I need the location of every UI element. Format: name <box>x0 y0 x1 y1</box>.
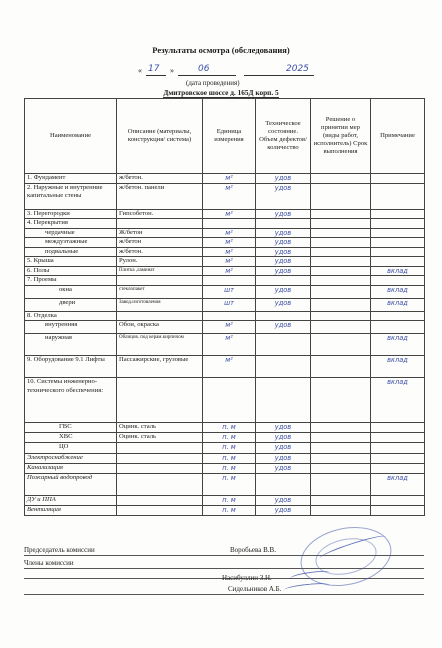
row-state: удов <box>256 464 311 474</box>
row-state: удов <box>256 496 311 506</box>
table-row <box>25 276 425 286</box>
row-decision <box>311 378 371 423</box>
row-description <box>117 378 203 423</box>
row-state: удов <box>256 443 311 454</box>
row-description <box>117 219 203 229</box>
table-row <box>25 433 425 443</box>
row-state: удов <box>256 321 311 334</box>
row-name: Пожарный водопровод <box>25 474 117 496</box>
table-row <box>25 209 425 219</box>
row-name: подвальные <box>25 247 117 257</box>
header-name: Наименование <box>25 99 117 174</box>
row-state: удов <box>256 454 311 464</box>
row-state <box>256 219 311 229</box>
row-unit: п. м <box>203 423 256 433</box>
row-name: ГВС <box>25 423 117 433</box>
row-unit: м² <box>203 356 256 378</box>
table-row <box>25 464 425 474</box>
row-decision <box>311 356 371 378</box>
row-unit: п. м <box>203 454 256 464</box>
row-note: вклад <box>371 266 425 276</box>
row-name: ДУ и ППА <box>25 496 117 506</box>
row-name: Вентиляция <box>25 506 117 516</box>
row-description <box>117 311 203 321</box>
row-description: Обои, окраска <box>117 321 203 334</box>
table-row <box>25 285 425 298</box>
row-state: удов <box>256 174 311 184</box>
row-unit: п. м <box>203 443 256 454</box>
row-state: удов <box>256 247 311 257</box>
date-day-underline <box>146 75 166 76</box>
row-unit: м² <box>203 174 256 184</box>
row-decision <box>311 496 371 506</box>
row-note <box>371 423 425 433</box>
row-decision <box>311 238 371 248</box>
table-row <box>25 454 425 464</box>
row-unit: м² <box>203 257 256 267</box>
row-name: 1. Фундамент <box>25 174 117 184</box>
chair-label: Председатель комиссии <box>24 546 95 554</box>
row-state <box>256 334 311 356</box>
row-description: стеклопакет <box>117 285 203 298</box>
row-unit: шт <box>203 285 256 298</box>
row-name: 5. Крыша <box>25 257 117 267</box>
row-note <box>371 454 425 464</box>
row-unit: шт <box>203 298 256 311</box>
row-note <box>371 496 425 506</box>
row-description: ж/бетон. <box>117 174 203 184</box>
row-unit: м² <box>203 247 256 257</box>
row-state: удов <box>256 183 311 209</box>
table-row <box>25 356 425 378</box>
row-decision <box>311 219 371 229</box>
table-row <box>25 506 425 516</box>
member-2-underline <box>24 594 424 595</box>
header-state: Техническое состояние. Объем дефектов/ количество <box>256 99 311 174</box>
row-description <box>117 474 203 496</box>
row-decision <box>311 334 371 356</box>
row-note <box>371 219 425 229</box>
address-text: Дмитровское шоссе д. 165Д корп. 5 <box>163 88 279 97</box>
row-description: Облицов. под керам.кирпичом <box>117 334 203 356</box>
row-decision <box>311 266 371 276</box>
row-state: удов <box>256 423 311 433</box>
row-name: 3. Перегородки <box>25 209 117 219</box>
row-description <box>117 443 203 454</box>
table-row <box>25 378 425 423</box>
row-name: ЦО <box>25 443 117 454</box>
table-row <box>25 423 425 433</box>
row-description <box>117 276 203 286</box>
table-row <box>25 183 425 209</box>
row-name: внутренняя <box>25 321 117 334</box>
row-name: 6. Полы <box>25 266 117 276</box>
row-note <box>371 464 425 474</box>
row-name: междуэтажные <box>25 238 117 248</box>
row-state: удов <box>256 285 311 298</box>
row-state <box>256 276 311 286</box>
row-state: удов <box>256 209 311 219</box>
row-state <box>256 311 311 321</box>
members-label: Члены комиссии <box>24 559 74 567</box>
row-decision <box>311 464 371 474</box>
row-note <box>371 433 425 443</box>
table-row <box>25 334 425 356</box>
row-description <box>117 464 203 474</box>
date-year: 2025 <box>286 64 309 74</box>
table-row <box>25 311 425 321</box>
row-unit: п. м <box>203 433 256 443</box>
row-description: Завод.изготовления <box>117 298 203 311</box>
header-description: Описание (материалы, конструкция/ система) <box>117 99 203 174</box>
row-state <box>256 356 311 378</box>
row-name: окна <box>25 285 117 298</box>
row-description: ж/бетон. <box>117 247 203 257</box>
row-name: наружная <box>25 334 117 356</box>
row-unit <box>203 311 256 321</box>
row-state: удов <box>256 228 311 238</box>
row-name: 4. Перекрытия <box>25 219 117 229</box>
row-state: удов <box>256 257 311 267</box>
row-decision <box>311 321 371 334</box>
table-row <box>25 298 425 311</box>
row-name: 10. Системы инженерно-технического обеспечения: <box>25 378 117 423</box>
row-note: вклад <box>371 378 425 423</box>
row-note <box>371 183 425 209</box>
row-description: Оцинк. сталь <box>117 423 203 433</box>
row-description <box>117 454 203 464</box>
row-state: удов <box>256 238 311 248</box>
table-header-row <box>25 99 425 174</box>
row-name: 7. Проемы <box>25 276 117 286</box>
row-note <box>371 247 425 257</box>
row-description: Ж/бетон <box>117 228 203 238</box>
table-row <box>25 219 425 229</box>
table-row <box>25 257 425 267</box>
row-state: удов <box>256 433 311 443</box>
row-note: вклад <box>371 356 425 378</box>
row-description: Плитка ,ламинат <box>117 266 203 276</box>
row-decision <box>311 443 371 454</box>
row-decision <box>311 454 371 464</box>
row-decision <box>311 228 371 238</box>
row-decision <box>311 209 371 219</box>
row-name: 8. Отделка <box>25 311 117 321</box>
inspection-table <box>24 98 425 516</box>
row-description: Оцинк. сталь <box>117 433 203 443</box>
row-state: удов <box>256 266 311 276</box>
table-row <box>25 247 425 257</box>
row-description: Пассажирские, грузовые <box>117 356 203 378</box>
row-name: двери <box>25 298 117 311</box>
table-row <box>25 321 425 334</box>
date-month-underline <box>178 75 236 76</box>
row-note: вклад <box>371 334 425 356</box>
row-unit: м² <box>203 266 256 276</box>
date-open-quote: « <box>138 66 142 75</box>
header-unit: Единица измерения <box>203 99 256 174</box>
header-note: Примечание <box>371 99 425 174</box>
member-1-name: Насибуллин З.Н. <box>222 574 272 582</box>
member-2-name: Сидельников А.Б. <box>228 585 282 593</box>
row-unit: м² <box>203 321 256 334</box>
row-name: Канализация <box>25 464 117 474</box>
row-decision <box>311 183 371 209</box>
row-note <box>371 228 425 238</box>
address <box>0 88 442 97</box>
row-state <box>256 474 311 496</box>
row-unit: м² <box>203 228 256 238</box>
row-unit: п. м <box>203 496 256 506</box>
row-unit: м² <box>203 209 256 219</box>
row-decision <box>311 433 371 443</box>
inspection-date <box>136 64 316 78</box>
row-name: Электроснабжение <box>25 454 117 464</box>
row-name: 2. Наружные и внутренние капитальные стены <box>25 183 117 209</box>
row-description: Гипсобетон. <box>117 209 203 219</box>
row-decision <box>311 247 371 257</box>
date-year-underline <box>244 75 314 76</box>
row-unit <box>203 378 256 423</box>
row-name: 9. Оборудование 9.1 Лифты <box>25 356 117 378</box>
row-name: ХВС <box>25 433 117 443</box>
row-unit: м² <box>203 334 256 356</box>
row-description: Рулон. <box>117 257 203 267</box>
row-state: удов <box>256 506 311 516</box>
row-note <box>371 443 425 454</box>
row-decision <box>311 174 371 184</box>
chair-name: Воробьева В.В. <box>230 546 276 554</box>
row-decision <box>311 285 371 298</box>
date-caption: (дата проведения) <box>186 79 240 87</box>
row-note <box>371 257 425 267</box>
row-note <box>371 238 425 248</box>
row-description: ж/бетон <box>117 238 203 248</box>
row-unit <box>203 219 256 229</box>
date-day: 17 <box>148 64 160 74</box>
row-name: чердачные <box>25 228 117 238</box>
row-note: вклад <box>371 474 425 496</box>
row-note <box>371 506 425 516</box>
row-unit: п. м <box>203 474 256 496</box>
table-row <box>25 238 425 248</box>
table-row <box>25 443 425 454</box>
row-unit: п. м <box>203 464 256 474</box>
row-note <box>371 311 425 321</box>
row-note <box>371 321 425 334</box>
form-title: Результаты осмотра (обследования) <box>152 45 290 55</box>
row-decision <box>311 298 371 311</box>
header-decision: Решение о принятии мер (виды работ, исполнитель) Срок выполнения <box>311 99 371 174</box>
table-row <box>25 496 425 506</box>
row-decision <box>311 311 371 321</box>
row-unit <box>203 276 256 286</box>
row-decision <box>311 257 371 267</box>
row-state: удов <box>256 298 311 311</box>
table-row <box>25 266 425 276</box>
row-decision <box>311 423 371 433</box>
date-close-quote: » <box>170 66 174 75</box>
row-decision <box>311 506 371 516</box>
row-note: вклад <box>371 298 425 311</box>
row-decision <box>311 276 371 286</box>
table-row <box>25 474 425 496</box>
row-description <box>117 496 203 506</box>
row-description <box>117 506 203 516</box>
row-unit: м² <box>203 183 256 209</box>
row-state <box>256 378 311 423</box>
row-note: вклад <box>371 285 425 298</box>
row-description: ж/бетон. панели <box>117 183 203 209</box>
row-note <box>371 209 425 219</box>
table-row <box>25 174 425 184</box>
member-2-signature <box>284 582 330 594</box>
row-unit: м² <box>203 238 256 248</box>
row-note <box>371 174 425 184</box>
row-note <box>371 276 425 286</box>
table-row <box>25 228 425 238</box>
date-month: 06 <box>198 64 210 74</box>
row-decision <box>311 474 371 496</box>
row-unit: п. м <box>203 506 256 516</box>
